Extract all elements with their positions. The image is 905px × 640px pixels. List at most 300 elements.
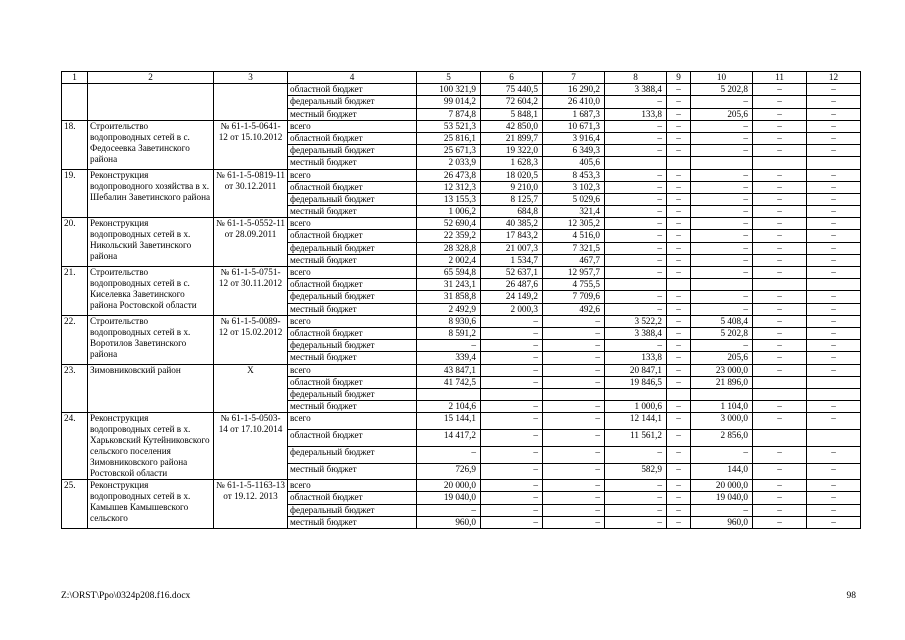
column-header: 11 xyxy=(753,72,807,84)
value-cell: – xyxy=(667,218,691,230)
value-cell: 25 816,1 xyxy=(417,132,481,144)
value-cell xyxy=(807,279,861,291)
value-cell: – xyxy=(753,352,807,364)
value-cell: – xyxy=(605,230,667,242)
table-row xyxy=(62,315,861,327)
value-cell: – xyxy=(807,340,861,352)
value-cell xyxy=(753,388,807,400)
value-cell: 2 002,4 xyxy=(417,254,481,266)
value-cell: – xyxy=(605,504,667,516)
approval-document: № 61-1-5-0751-12 от 30.11.2012 xyxy=(214,267,288,316)
value-cell: – xyxy=(667,169,691,181)
approval-document: № 61-1-5-0641-12 от 15.10.2012 xyxy=(214,120,288,169)
value-cell: – xyxy=(807,267,861,279)
column-header: 4 xyxy=(288,72,417,84)
row-number: 23. xyxy=(62,364,88,413)
value-cell: 7 874,8 xyxy=(417,108,481,120)
row-number-cell xyxy=(62,84,88,121)
object-name: Строительство водопроводных сетей в с. Киселевка Заветинского района Ростовской области xyxy=(88,267,214,316)
value-cell: 18 020,5 xyxy=(481,169,543,181)
value-cell: 5 848,1 xyxy=(481,108,543,120)
value-cell: – xyxy=(605,254,667,266)
value-cell: – xyxy=(667,303,691,315)
value-cell: – xyxy=(691,218,753,230)
value-cell: – xyxy=(753,364,807,376)
table-body xyxy=(62,72,861,529)
value-cell: – xyxy=(691,120,753,132)
value-cell: – xyxy=(481,480,543,492)
value-cell: – xyxy=(691,193,753,205)
value-cell: – xyxy=(753,516,807,528)
value-cell: – xyxy=(667,413,691,430)
budget-source: всего xyxy=(288,218,417,230)
value-cell: – xyxy=(753,242,807,254)
value-cell: – xyxy=(667,96,691,108)
value-cell: 25 671,3 xyxy=(417,145,481,157)
value-cell: – xyxy=(753,108,807,120)
value-cell: – xyxy=(807,303,861,315)
value-cell: – xyxy=(667,315,691,327)
value-cell: – xyxy=(753,132,807,144)
budget-source: федеральный бюджет xyxy=(288,504,417,516)
value-cell: – xyxy=(543,327,605,339)
budget-source: областной бюджет xyxy=(288,279,417,291)
value-cell: 19 040,0 xyxy=(691,492,753,504)
value-cell: – xyxy=(753,492,807,504)
table-row xyxy=(62,364,861,376)
budget-source: всего xyxy=(288,169,417,181)
value-cell: 19 846,5 xyxy=(605,376,667,388)
value-cell xyxy=(753,376,807,388)
budget-source: местный бюджет xyxy=(288,516,417,528)
value-cell: – xyxy=(691,169,753,181)
column-header: 8 xyxy=(605,72,667,84)
column-header: 2 xyxy=(88,72,214,84)
row-number: 22. xyxy=(62,315,88,364)
value-cell: – xyxy=(543,352,605,364)
value-cell: – xyxy=(605,145,667,157)
column-header: 12 xyxy=(807,72,861,84)
value-cell: 6 349,3 xyxy=(543,145,605,157)
value-cell: – xyxy=(753,169,807,181)
value-cell: – xyxy=(667,492,691,504)
value-cell xyxy=(753,430,807,447)
value-cell: 133,8 xyxy=(605,352,667,364)
value-cell: – xyxy=(605,132,667,144)
value-cell: – xyxy=(753,401,807,413)
value-cell: – xyxy=(605,96,667,108)
value-cell: 23 000,0 xyxy=(691,364,753,376)
budget-source: федеральный бюджет xyxy=(288,193,417,205)
value-cell xyxy=(667,157,691,169)
value-cell: – xyxy=(753,446,807,463)
budget-source: всего xyxy=(288,480,417,492)
value-cell: 1 006,2 xyxy=(417,206,481,218)
value-cell xyxy=(667,279,691,291)
value-cell: – xyxy=(667,181,691,193)
value-cell: – xyxy=(667,84,691,96)
value-cell: 9 210,0 xyxy=(481,181,543,193)
row-number: 21. xyxy=(62,267,88,316)
value-cell: – xyxy=(753,504,807,516)
value-cell: – xyxy=(807,84,861,96)
value-cell xyxy=(807,430,861,447)
value-cell: 2 856,0 xyxy=(691,430,753,447)
value-cell: 12 305,2 xyxy=(543,218,605,230)
value-cell: 467,7 xyxy=(543,254,605,266)
value-cell: 19 040,0 xyxy=(417,492,481,504)
value-cell: – xyxy=(691,96,753,108)
value-cell: – xyxy=(691,206,753,218)
value-cell: – xyxy=(481,504,543,516)
value-cell: – xyxy=(605,169,667,181)
value-cell: 24 149,2 xyxy=(481,291,543,303)
value-cell: – xyxy=(753,340,807,352)
value-cell: – xyxy=(667,401,691,413)
budget-source: федеральный бюджет xyxy=(288,340,417,352)
budget-source: областной бюджет xyxy=(288,376,417,388)
value-cell: 8 591,2 xyxy=(417,327,481,339)
column-header: 5 xyxy=(417,72,481,84)
row-number: 25. xyxy=(62,480,88,529)
value-cell: – xyxy=(481,430,543,447)
document-path: Z:\ORST\Ppo\0324p208.f16.docx xyxy=(61,591,191,601)
value-cell: – xyxy=(807,492,861,504)
value-cell: 21 896,0 xyxy=(691,376,753,388)
value-cell: – xyxy=(691,230,753,242)
budget-source: всего xyxy=(288,315,417,327)
value-cell: – xyxy=(753,218,807,230)
value-cell: 726,9 xyxy=(417,463,481,480)
approval-document: № 61-1-5-0819-11 от 30.12.2011 xyxy=(214,169,288,218)
value-cell: – xyxy=(753,230,807,242)
value-cell: – xyxy=(667,108,691,120)
value-cell: – xyxy=(807,218,861,230)
value-cell: 5 408,4 xyxy=(691,315,753,327)
value-cell: 21 899,7 xyxy=(481,132,543,144)
table-row xyxy=(62,413,861,430)
budget-source: областной бюджет xyxy=(288,430,417,447)
value-cell: – xyxy=(605,267,667,279)
value-cell: 100 321,9 xyxy=(417,84,481,96)
row-number: 20. xyxy=(62,218,88,267)
value-cell: – xyxy=(667,480,691,492)
value-cell: – xyxy=(753,480,807,492)
value-cell: – xyxy=(691,132,753,144)
value-cell: 19 322,0 xyxy=(481,145,543,157)
value-cell: 12 312,3 xyxy=(417,181,481,193)
object-name: Строительство водопроводных сетей в с. Федосеевка Заветинского района xyxy=(88,120,214,169)
value-cell: – xyxy=(691,446,753,463)
value-cell: – xyxy=(807,169,861,181)
value-cell: – xyxy=(667,230,691,242)
budget-source: местный бюджет xyxy=(288,401,417,413)
value-cell: – xyxy=(807,352,861,364)
value-cell: – xyxy=(753,303,807,315)
value-cell: 1 534,7 xyxy=(481,254,543,266)
budget-source: областной бюджет xyxy=(288,84,417,96)
table-row xyxy=(62,84,861,96)
value-cell: 11 561,2 xyxy=(605,430,667,447)
row-number: 19. xyxy=(62,169,88,218)
value-cell: 10 671,3 xyxy=(543,120,605,132)
value-cell: – xyxy=(753,120,807,132)
value-cell: – xyxy=(481,315,543,327)
value-cell: – xyxy=(543,413,605,430)
budget-source: местный бюджет xyxy=(288,254,417,266)
value-cell: – xyxy=(807,315,861,327)
budget-source: всего xyxy=(288,364,417,376)
value-cell xyxy=(417,388,481,400)
value-cell: – xyxy=(667,132,691,144)
value-cell: – xyxy=(605,516,667,528)
value-cell: 28 328,8 xyxy=(417,242,481,254)
value-cell: 1 000,6 xyxy=(605,401,667,413)
value-cell: 20 000,0 xyxy=(691,480,753,492)
value-cell: – xyxy=(543,340,605,352)
value-cell: 684,8 xyxy=(481,206,543,218)
value-cell: – xyxy=(807,516,861,528)
value-cell: 3 000,0 xyxy=(691,413,753,430)
value-cell: – xyxy=(543,430,605,447)
value-cell: 43 847,1 xyxy=(417,364,481,376)
value-cell: – xyxy=(807,401,861,413)
value-cell: 8 125,7 xyxy=(481,193,543,205)
value-cell: – xyxy=(605,242,667,254)
value-cell: – xyxy=(667,206,691,218)
value-cell: 492,6 xyxy=(543,303,605,315)
budget-source: местный бюджет xyxy=(288,303,417,315)
value-cell: – xyxy=(605,218,667,230)
value-cell: – xyxy=(481,401,543,413)
value-cell: 42 850,0 xyxy=(481,120,543,132)
value-cell: – xyxy=(807,463,861,480)
column-header: 7 xyxy=(543,72,605,84)
object-name: Реконструкция водопроводного хозяйства в х. Шебалин Заветинского района xyxy=(88,169,214,218)
approval-document: № 61-1-5-1163-13 от 19.12. 2013 xyxy=(214,480,288,529)
value-cell: – xyxy=(543,364,605,376)
value-cell: – xyxy=(691,504,753,516)
value-cell: – xyxy=(543,492,605,504)
value-cell: – xyxy=(807,132,861,144)
value-cell xyxy=(807,388,861,400)
value-cell: 22 359,2 xyxy=(417,230,481,242)
value-cell: – xyxy=(667,516,691,528)
value-cell: 99 014,2 xyxy=(417,96,481,108)
value-cell: – xyxy=(691,267,753,279)
value-cell: – xyxy=(691,145,753,157)
value-cell xyxy=(753,279,807,291)
basis-cell xyxy=(214,84,288,121)
value-cell: – xyxy=(605,206,667,218)
value-cell: – xyxy=(753,96,807,108)
value-cell: – xyxy=(481,352,543,364)
value-cell: – xyxy=(753,267,807,279)
budget-source: областной бюджет xyxy=(288,230,417,242)
header-row xyxy=(62,72,861,84)
value-cell: 205,6 xyxy=(691,108,753,120)
budget-source: местный бюджет xyxy=(288,206,417,218)
table-row xyxy=(62,169,861,181)
value-cell: – xyxy=(481,376,543,388)
budget-source: местный бюджет xyxy=(288,108,417,120)
value-cell: – xyxy=(667,291,691,303)
object-name: Зимовниковский район xyxy=(88,364,214,413)
value-cell: – xyxy=(691,303,753,315)
value-cell xyxy=(605,157,667,169)
approval-document: № 61-1-5-0503-14 от 17.10.2014 xyxy=(214,413,288,480)
value-cell: 133,8 xyxy=(605,108,667,120)
value-cell: – xyxy=(481,516,543,528)
page-number: 98 xyxy=(846,591,856,601)
value-cell: 31 858,8 xyxy=(417,291,481,303)
value-cell: 17 843,2 xyxy=(481,230,543,242)
value-cell: 21 007,3 xyxy=(481,242,543,254)
value-cell: – xyxy=(481,340,543,352)
value-cell: – xyxy=(481,446,543,463)
column-header: 9 xyxy=(667,72,691,84)
value-cell: – xyxy=(667,193,691,205)
value-cell: 72 604,2 xyxy=(481,96,543,108)
value-cell: – xyxy=(667,267,691,279)
value-cell: 5 202,8 xyxy=(691,327,753,339)
value-cell: – xyxy=(417,446,481,463)
value-cell: 8 453,3 xyxy=(543,169,605,181)
value-cell: 1 104,0 xyxy=(691,401,753,413)
value-cell: – xyxy=(807,480,861,492)
value-cell: 13 155,3 xyxy=(417,193,481,205)
value-cell xyxy=(667,388,691,400)
budget-source: областной бюджет xyxy=(288,181,417,193)
budget-source: местный бюджет xyxy=(288,463,417,480)
budget-source: всего xyxy=(288,413,417,430)
value-cell: – xyxy=(807,446,861,463)
approval-document: № 61-1-5-0089-12 от 15.02.2012 xyxy=(214,315,288,364)
value-cell: – xyxy=(667,352,691,364)
value-cell: 5 202,8 xyxy=(691,84,753,96)
value-cell: – xyxy=(481,413,543,430)
value-cell: 20 847,1 xyxy=(605,364,667,376)
value-cell: – xyxy=(605,303,667,315)
value-cell: – xyxy=(807,504,861,516)
value-cell: – xyxy=(807,413,861,430)
value-cell: – xyxy=(807,96,861,108)
value-cell: – xyxy=(605,492,667,504)
value-cell: – xyxy=(667,376,691,388)
value-cell: – xyxy=(417,340,481,352)
table-row xyxy=(62,267,861,279)
value-cell: – xyxy=(807,230,861,242)
value-cell: – xyxy=(543,463,605,480)
value-cell: – xyxy=(691,291,753,303)
value-cell: – xyxy=(417,504,481,516)
value-cell: – xyxy=(605,480,667,492)
value-cell: 3 388,4 xyxy=(605,327,667,339)
value-cell xyxy=(481,388,543,400)
value-cell: – xyxy=(605,120,667,132)
value-cell: – xyxy=(543,480,605,492)
value-cell: – xyxy=(543,504,605,516)
value-cell: – xyxy=(753,206,807,218)
object-name-cell xyxy=(88,84,214,121)
value-cell: – xyxy=(481,364,543,376)
object-name: Реконструкция водопроводных сетей в х. Никольский Заветинского района xyxy=(88,218,214,267)
value-cell: – xyxy=(753,413,807,430)
value-cell xyxy=(807,376,861,388)
value-cell: – xyxy=(605,193,667,205)
value-cell: 405,6 xyxy=(543,157,605,169)
column-header: 3 xyxy=(214,72,288,84)
value-cell: – xyxy=(753,463,807,480)
value-cell: 8 930,6 xyxy=(417,315,481,327)
value-cell: 53 521,3 xyxy=(417,120,481,132)
value-cell: – xyxy=(807,206,861,218)
value-cell xyxy=(691,388,753,400)
value-cell: 205,6 xyxy=(691,352,753,364)
value-cell: 7 321,5 xyxy=(543,242,605,254)
value-cell: – xyxy=(807,291,861,303)
value-cell: – xyxy=(667,463,691,480)
value-cell: – xyxy=(753,315,807,327)
value-cell: 5 029,6 xyxy=(543,193,605,205)
value-cell: 321,4 xyxy=(543,206,605,218)
column-header: 10 xyxy=(691,72,753,84)
value-cell xyxy=(691,157,753,169)
value-cell: – xyxy=(807,108,861,120)
value-cell xyxy=(753,157,807,169)
value-cell: 3 916,4 xyxy=(543,132,605,144)
value-cell: – xyxy=(753,181,807,193)
value-cell: – xyxy=(691,340,753,352)
value-cell: 7 709,6 xyxy=(543,291,605,303)
value-cell xyxy=(605,279,667,291)
value-cell: – xyxy=(807,120,861,132)
value-cell: 144,0 xyxy=(691,463,753,480)
value-cell: 26 410,0 xyxy=(543,96,605,108)
value-cell xyxy=(543,388,605,400)
budget-source: местный бюджет xyxy=(288,352,417,364)
object-name: Строительство водопроводных сетей в х. Воротилов Заветинского района xyxy=(88,315,214,364)
value-cell xyxy=(807,157,861,169)
budget-source: федеральный бюджет xyxy=(288,388,417,400)
value-cell: 1 628,3 xyxy=(481,157,543,169)
value-cell: 2 033,9 xyxy=(417,157,481,169)
budget-source: областной бюджет xyxy=(288,132,417,144)
value-cell: – xyxy=(605,340,667,352)
column-header: 6 xyxy=(481,72,543,84)
value-cell: – xyxy=(753,327,807,339)
value-cell: – xyxy=(667,120,691,132)
value-cell: – xyxy=(667,430,691,447)
object-name: Реконструкция водопроводных сетей в х. Харьковский Кутейниковского сельского поселения Зимовниковского района Ростовской области xyxy=(88,413,214,480)
value-cell: – xyxy=(753,145,807,157)
row-number: 18. xyxy=(62,120,88,169)
value-cell: – xyxy=(543,516,605,528)
value-cell: – xyxy=(667,242,691,254)
value-cell: 1 687,3 xyxy=(543,108,605,120)
value-cell: – xyxy=(605,291,667,303)
value-cell: 52 690,4 xyxy=(417,218,481,230)
value-cell: – xyxy=(481,463,543,480)
value-cell: 26 473,8 xyxy=(417,169,481,181)
value-cell: 12 144,1 xyxy=(605,413,667,430)
value-cell: 15 144,1 xyxy=(417,413,481,430)
budget-source: федеральный бюджет xyxy=(288,291,417,303)
value-cell: – xyxy=(543,446,605,463)
value-cell: 16 290,2 xyxy=(543,84,605,96)
budget-source: областной бюджет xyxy=(288,492,417,504)
value-cell: – xyxy=(807,145,861,157)
